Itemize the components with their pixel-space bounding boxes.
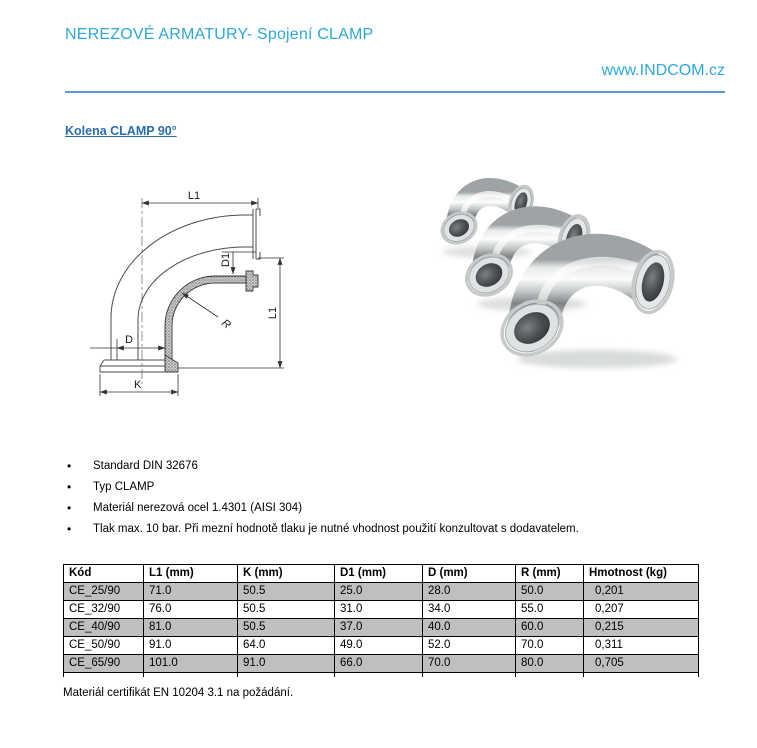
- cell-code: CE_25/90: [64, 583, 144, 601]
- cell-value: 50.5: [238, 601, 335, 619]
- cell-value: 0,207: [584, 601, 699, 619]
- dim-label-k: K: [134, 379, 142, 391]
- cell-value: 71.0: [144, 583, 238, 601]
- spec-item: • Standard DIN 32676: [63, 456, 733, 477]
- page-title: NEREZOVÉ ARMATURY- Spojení CLAMP: [65, 26, 374, 43]
- column-header: Hmotnost (kg): [584, 565, 699, 583]
- cell-value: 66.0: [335, 655, 423, 673]
- table-row: [64, 655, 699, 673]
- table-row: [64, 637, 699, 655]
- cell-value: 37.0: [335, 619, 423, 637]
- table-stub-row: [64, 673, 699, 678]
- stub-cell: [144, 673, 238, 678]
- section-heading-link[interactable]: Kolena CLAMP 90°: [65, 124, 177, 138]
- section-ferrule: [246, 271, 258, 291]
- cell-code: CE_40/90: [64, 619, 144, 637]
- flange-outline-bottom: [100, 360, 175, 372]
- cell-value: 0,311: [584, 637, 699, 655]
- cell-code: CE_65/90: [64, 655, 144, 673]
- spec-table: [63, 564, 699, 677]
- stub-cell: [335, 673, 423, 678]
- cell-value: 28.0: [423, 583, 516, 601]
- cell-value: 52.0: [423, 637, 516, 655]
- column-header: K (mm): [238, 565, 335, 583]
- column-header: D (mm): [423, 565, 516, 583]
- footer-note: Materiál certifikát EN 10204 3.1 na požádání.: [63, 687, 294, 699]
- stub-cell: [516, 673, 584, 678]
- cell-code: CE_32/90: [64, 601, 144, 619]
- cell-value: 80.0: [516, 655, 584, 673]
- cell-value: 70.0: [516, 637, 584, 655]
- stub-cell: [64, 673, 144, 678]
- table-row: [64, 583, 699, 601]
- dim-label-l1-top: L1: [187, 190, 201, 202]
- column-header: D1 (mm): [335, 565, 423, 583]
- cell-value: 50.0: [516, 583, 584, 601]
- section-wall: [165, 276, 246, 360]
- stub-cell: [584, 673, 699, 678]
- cell-value: 0,215: [584, 619, 699, 637]
- dim-label-r: R: [219, 317, 233, 332]
- website-link[interactable]: www.INDCOM.cz: [601, 62, 725, 79]
- table-header-row: [64, 565, 699, 583]
- dim-label-l1-right: L1: [267, 306, 279, 320]
- cell-value: 81.0: [144, 619, 238, 637]
- dim-label-d: D: [125, 334, 133, 346]
- column-header: L1 (mm): [144, 565, 238, 583]
- cell-value: 31.0: [335, 601, 423, 619]
- cell-value: 60.0: [516, 619, 584, 637]
- spec-item: • Typ CLAMP: [63, 477, 733, 498]
- cell-value: 101.0: [144, 655, 238, 673]
- spec-list: [63, 456, 733, 540]
- table-row: [64, 619, 699, 637]
- technical-drawing: [72, 168, 312, 418]
- product-photo: [402, 152, 732, 382]
- spec-item: • Tlak max. 10 bar. Při mezní hodnotě tlaku je nutné vhodnost použití konzultovat s dodavatelem.: [63, 519, 733, 540]
- column-header: Kód: [64, 565, 144, 583]
- elbow-large: [492, 247, 679, 366]
- spec-item: • Materiál nerezová ocel 1.4301 (AISI 304): [63, 498, 733, 519]
- cell-value: 40.0: [423, 619, 516, 637]
- cell-value: 34.0: [423, 601, 516, 619]
- header-rule: [65, 91, 725, 93]
- cell-value: 91.0: [144, 637, 238, 655]
- cell-code: CE_50/90: [64, 637, 144, 655]
- cell-value: 0,705: [584, 655, 699, 673]
- cell-value: 91.0: [238, 655, 335, 673]
- column-header: R (mm): [516, 565, 584, 583]
- dim-label-d1: D1: [220, 252, 232, 267]
- stub-cell: [238, 673, 335, 678]
- cell-value: 25.0: [335, 583, 423, 601]
- cell-value: 50.5: [238, 583, 335, 601]
- ferrule-outline-right: [253, 209, 260, 259]
- cell-value: 64.0: [238, 637, 335, 655]
- cell-value: 50.5: [238, 619, 335, 637]
- cell-value: 55.0: [516, 601, 584, 619]
- cell-value: 76.0: [144, 601, 238, 619]
- cell-value: 49.0: [335, 637, 423, 655]
- cell-value: 70.0: [423, 655, 516, 673]
- table-row: [64, 601, 699, 619]
- cell-value: 0,201: [584, 583, 699, 601]
- stub-cell: [423, 673, 516, 678]
- elbow-inner-profile: [138, 247, 253, 360]
